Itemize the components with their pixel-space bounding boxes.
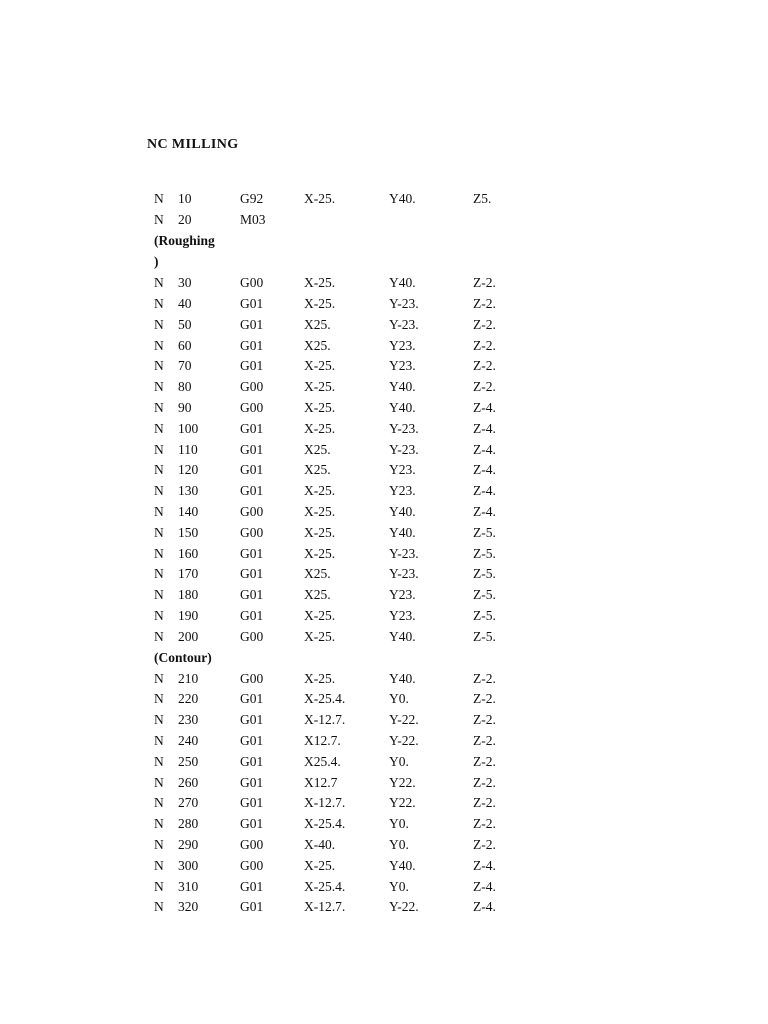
address-letter: N (154, 337, 164, 353)
z-coordinate: Z-2. (473, 337, 496, 353)
sequence-number: 250 (178, 753, 199, 769)
program-line (154, 793, 674, 814)
program-line (154, 856, 674, 877)
address-letter: N (154, 420, 164, 436)
contour-heading: (Contour) (154, 649, 212, 665)
document-title: NC MILLING (147, 137, 239, 152)
z-coordinate: Z-2. (473, 670, 496, 686)
x-coordinate: X25. (304, 337, 331, 353)
program-line (154, 189, 674, 210)
x-coordinate: X-40. (304, 836, 336, 852)
z-coordinate: Z-2. (473, 358, 496, 374)
z-coordinate: Z-4. (473, 399, 496, 415)
x-coordinate: X12.7 (304, 774, 338, 790)
command-code: G00 (240, 857, 264, 873)
command-code: G01 (240, 420, 264, 436)
address-letter: N (154, 462, 164, 478)
sequence-number: 290 (178, 836, 199, 852)
sequence-number: 170 (178, 566, 199, 582)
command-code: G01 (240, 462, 264, 478)
command-code: G00 (240, 503, 264, 519)
nc-program-listing (154, 189, 674, 918)
x-coordinate: X-12.7. (304, 712, 346, 728)
z-coordinate: Z-5. (473, 545, 496, 561)
y-coordinate: Y-22. (389, 712, 419, 728)
sequence-number: 320 (178, 899, 199, 915)
program-line (154, 835, 674, 856)
program-line (154, 210, 674, 231)
address-letter: N (154, 316, 164, 332)
y-coordinate: Y40. (389, 524, 416, 540)
command-code: G01 (240, 774, 264, 790)
sequence-number: 200 (178, 628, 199, 644)
sequence-number: 40 (178, 295, 192, 311)
command-code: G01 (240, 691, 264, 707)
command-code: G01 (240, 753, 264, 769)
address-letter: N (154, 275, 164, 291)
sequence-number: 210 (178, 670, 199, 686)
z-coordinate: Z-4. (473, 462, 496, 478)
y-coordinate: Y40. (389, 503, 416, 519)
sequence-number: 10 (178, 191, 192, 206)
x-coordinate: X-25. (304, 524, 336, 540)
z-coordinate: Z-5. (473, 607, 496, 623)
roughing-heading (154, 231, 674, 274)
address-letter: N (154, 211, 164, 227)
y-coordinate: Y-23. (389, 295, 419, 311)
z-coordinate: Z-2. (473, 712, 496, 728)
sequence-number: 150 (178, 524, 199, 540)
sequence-number: 70 (178, 358, 192, 374)
address-letter: N (154, 545, 164, 561)
program-line (154, 585, 674, 606)
program-line (154, 877, 674, 898)
sequence-number: 20 (178, 211, 192, 227)
command-code: G01 (240, 795, 264, 811)
y-coordinate: Y23. (389, 587, 416, 603)
z-coordinate: Z-2. (473, 774, 496, 790)
program-line (154, 481, 674, 502)
address-letter: N (154, 399, 164, 415)
address-letter: N (154, 587, 164, 603)
program-line (154, 356, 674, 377)
sequence-number: 30 (178, 275, 192, 291)
program-line (154, 336, 674, 357)
y-coordinate: Y-23. (389, 566, 419, 582)
command-code: G00 (240, 670, 264, 686)
y-coordinate: Y-23. (389, 316, 419, 332)
command-code: G01 (240, 816, 264, 832)
y-coordinate: Y-22. (389, 732, 419, 748)
command-code: G01 (240, 483, 264, 499)
sequence-number: 120 (178, 462, 199, 478)
command-code: G01 (240, 441, 264, 457)
address-letter: N (154, 753, 164, 769)
roughing-heading-line-2: ) (154, 254, 159, 270)
address-letter: N (154, 503, 164, 519)
command-code: G01 (240, 712, 264, 728)
sequence-number: 230 (178, 712, 199, 728)
x-coordinate: X-25. (304, 358, 336, 374)
y-coordinate: Y40. (389, 275, 416, 291)
address-letter: N (154, 774, 164, 790)
program-line (154, 752, 674, 773)
program-line (154, 689, 674, 710)
program-line (154, 564, 674, 585)
address-letter: N (154, 899, 164, 915)
sequence-number: 180 (178, 587, 199, 603)
z-coordinate: Z-4. (473, 857, 496, 873)
command-code: G01 (240, 316, 264, 332)
command-code: G00 (240, 836, 264, 852)
z-coordinate: Z-4. (473, 899, 496, 915)
program-line (154, 502, 674, 523)
program-line (154, 398, 674, 419)
program-line (154, 294, 674, 315)
command-code: G01 (240, 545, 264, 561)
y-coordinate: Y0. (389, 878, 409, 894)
x-coordinate: X-12.7. (304, 795, 346, 811)
y-coordinate: Y0. (389, 836, 409, 852)
y-coordinate: Y40. (389, 379, 416, 395)
command-code: G00 (240, 275, 264, 291)
x-coordinate: X-25.4. (304, 691, 346, 707)
x-coordinate: X12.7. (304, 732, 341, 748)
z-coordinate: Z-5. (473, 587, 496, 603)
z-coordinate: Z-2. (473, 732, 496, 748)
sequence-number: 280 (178, 816, 199, 832)
x-coordinate: X-25.4. (304, 816, 346, 832)
command-code: G01 (240, 732, 264, 748)
z-coordinate: Z-2. (473, 691, 496, 707)
sequence-number: 50 (178, 316, 192, 332)
y-coordinate: Y0. (389, 753, 409, 769)
program-line (154, 606, 674, 627)
x-coordinate: X25. (304, 587, 331, 603)
x-coordinate: X-25. (304, 628, 336, 644)
address-letter: N (154, 191, 164, 206)
z-coordinate: Z-4. (473, 420, 496, 436)
z-coordinate: Z-5. (473, 628, 496, 644)
z-coordinate: Z-5. (473, 566, 496, 582)
x-coordinate: X-25. (304, 857, 336, 873)
address-letter: N (154, 628, 164, 644)
sequence-number: 190 (178, 607, 199, 623)
sequence-number: 110 (178, 441, 198, 457)
program-line (154, 273, 674, 294)
address-letter: N (154, 878, 164, 894)
program-line (154, 419, 674, 440)
address-letter: N (154, 358, 164, 374)
command-code: G01 (240, 899, 264, 915)
y-coordinate: Y22. (389, 774, 416, 790)
y-coordinate: Y0. (389, 691, 409, 707)
y-coordinate: Y22. (389, 795, 416, 811)
x-coordinate: X-25. (304, 275, 336, 291)
y-coordinate: Y-23. (389, 545, 419, 561)
command-code: G00 (240, 524, 264, 540)
sequence-number: 100 (178, 420, 199, 436)
address-letter: N (154, 795, 164, 811)
y-coordinate: Y23. (389, 483, 416, 499)
sequence-number: 90 (178, 399, 192, 415)
x-coordinate: X-25.4. (304, 878, 346, 894)
program-line (154, 627, 674, 648)
sequence-number: 140 (178, 503, 199, 519)
command-code: G01 (240, 337, 264, 353)
sequence-number: 300 (178, 857, 199, 873)
address-letter: N (154, 732, 164, 748)
x-coordinate: X-25. (304, 483, 336, 499)
command-code: G01 (240, 607, 264, 623)
address-letter: N (154, 607, 164, 623)
x-coordinate: X25. (304, 316, 331, 332)
command-code: M03 (240, 211, 266, 227)
address-letter: N (154, 379, 164, 395)
sequence-number: 310 (178, 878, 199, 894)
z-coordinate: Z-2. (473, 275, 496, 291)
address-letter: N (154, 483, 164, 499)
program-line (154, 315, 674, 336)
y-coordinate: Y40. (389, 857, 416, 873)
command-code: G92 (240, 191, 264, 206)
roughing-block (154, 273, 674, 647)
x-coordinate: X-25. (304, 607, 336, 623)
program-line (154, 710, 674, 731)
z-coordinate: Z-2. (473, 753, 496, 769)
x-coordinate: X-25. (304, 191, 336, 206)
setup-block (154, 189, 674, 231)
program-line (154, 773, 674, 794)
command-code: G01 (240, 566, 264, 582)
sequence-number: 240 (178, 732, 199, 748)
z-coordinate: Z5. (473, 191, 492, 206)
z-coordinate: Z-2. (473, 795, 496, 811)
program-line (154, 544, 674, 565)
y-coordinate: Y40. (389, 191, 416, 206)
y-coordinate: Y-23. (389, 441, 419, 457)
x-coordinate: X-25. (304, 503, 336, 519)
y-coordinate: Y40. (389, 628, 416, 644)
command-code: G00 (240, 379, 264, 395)
address-letter: N (154, 836, 164, 852)
address-letter: N (154, 295, 164, 311)
address-letter: N (154, 857, 164, 873)
command-code: G01 (240, 295, 264, 311)
command-code: G01 (240, 878, 264, 894)
x-coordinate: X-25. (304, 379, 336, 395)
y-coordinate: Y23. (389, 607, 416, 623)
address-letter: N (154, 712, 164, 728)
program-line (154, 897, 674, 918)
command-code: G00 (240, 399, 264, 415)
address-letter: N (154, 566, 164, 582)
address-letter: N (154, 441, 164, 457)
program-line (154, 523, 674, 544)
z-coordinate: Z-4. (473, 503, 496, 519)
y-coordinate: Y40. (389, 399, 416, 415)
x-coordinate: X25.4. (304, 753, 341, 769)
x-coordinate: X-25. (304, 420, 336, 436)
x-coordinate: X-25. (304, 545, 336, 561)
x-coordinate: X25. (304, 462, 331, 478)
y-coordinate: Y0. (389, 816, 409, 832)
command-code: G00 (240, 628, 264, 644)
contour-block (154, 669, 674, 919)
y-coordinate: Y40. (389, 670, 416, 686)
z-coordinate: Z-2. (473, 316, 496, 332)
program-line (154, 731, 674, 752)
sequence-number: 220 (178, 691, 199, 707)
y-coordinate: Y23. (389, 337, 416, 353)
x-coordinate: X-25. (304, 670, 336, 686)
address-letter: N (154, 670, 164, 686)
command-code: G01 (240, 358, 264, 374)
program-line (154, 814, 674, 835)
z-coordinate: Z-2. (473, 836, 496, 852)
sequence-number: 80 (178, 379, 192, 395)
sequence-number: 130 (178, 483, 199, 499)
y-coordinate: Y-23. (389, 420, 419, 436)
y-coordinate: Y-22. (389, 899, 419, 915)
z-coordinate: Z-2. (473, 379, 496, 395)
y-coordinate: Y23. (389, 462, 416, 478)
program-line (154, 440, 674, 461)
x-coordinate: X25. (304, 566, 331, 582)
address-letter: N (154, 524, 164, 540)
sequence-number: 260 (178, 774, 199, 790)
program-line (154, 669, 674, 690)
z-coordinate: Z-2. (473, 295, 496, 311)
x-coordinate: X-25. (304, 399, 336, 415)
command-code: G01 (240, 587, 264, 603)
program-line (154, 460, 674, 481)
roughing-heading-line-1: (Roughing (154, 232, 215, 248)
sequence-number: 60 (178, 337, 192, 353)
z-coordinate: Z-4. (473, 483, 496, 499)
z-coordinate: Z-5. (473, 524, 496, 540)
address-letter: N (154, 816, 164, 832)
address-letter: N (154, 691, 164, 707)
z-coordinate: Z-4. (473, 878, 496, 894)
y-coordinate: Y23. (389, 358, 416, 374)
z-coordinate: Z-4. (473, 441, 496, 457)
sequence-number: 160 (178, 545, 199, 561)
sequence-number: 270 (178, 795, 199, 811)
x-coordinate: X-25. (304, 295, 336, 311)
z-coordinate: Z-2. (473, 816, 496, 832)
x-coordinate: X-12.7. (304, 899, 346, 915)
program-line (154, 377, 674, 398)
x-coordinate: X25. (304, 441, 331, 457)
